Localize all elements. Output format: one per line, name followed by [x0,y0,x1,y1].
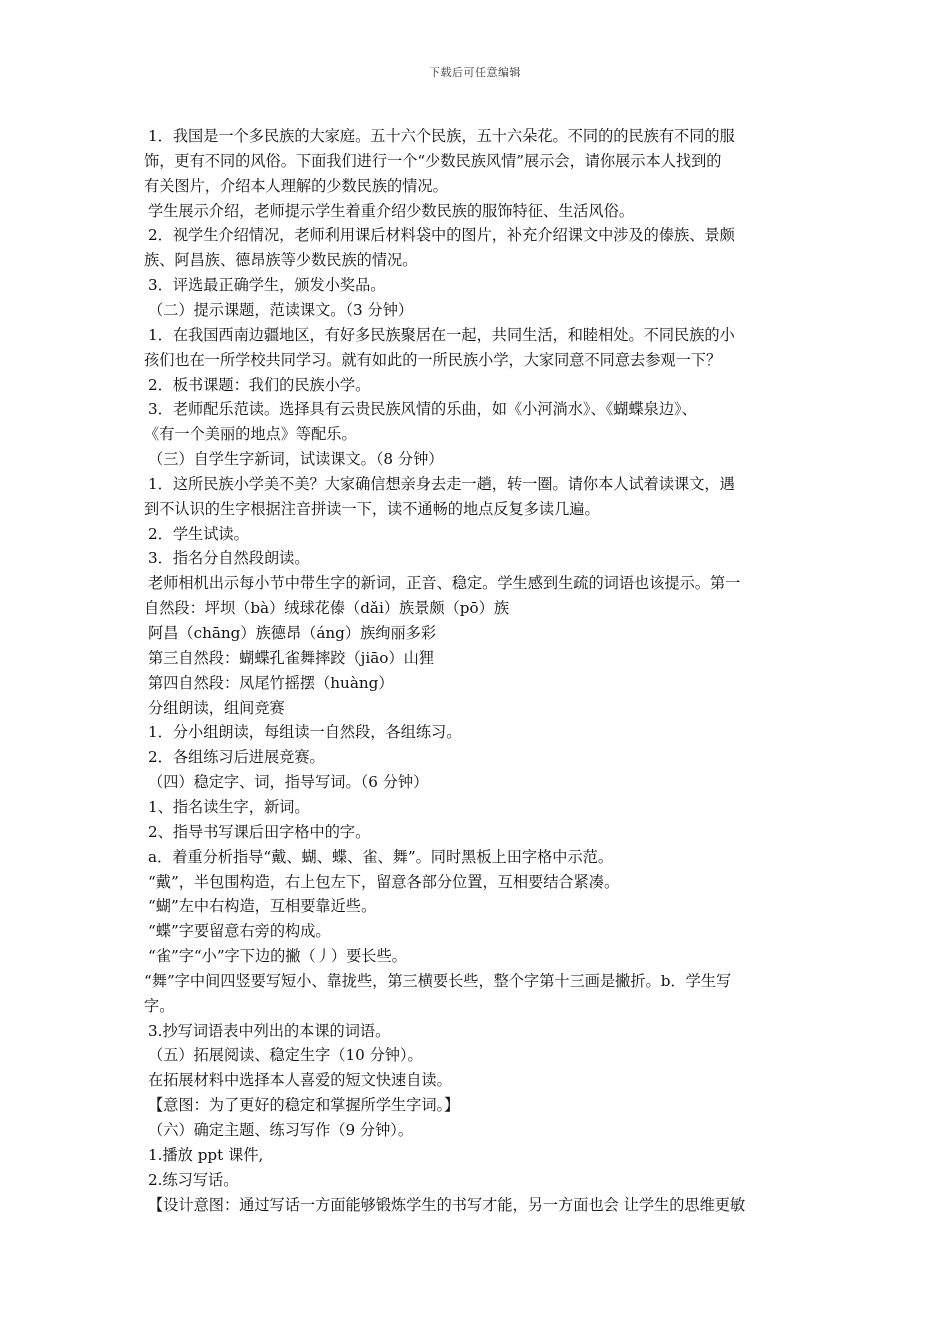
text-line: 1．分小组朗读，每组读一自然段，各组练习。 [148,723,462,742]
text-line: 1．这所民族小学美不美？大家确信想亲身去走一趟，转一圈。请你本人试着读课文，遇 [148,474,735,493]
text-line: “蝴”左中右构造，互相要靠近些。 [148,897,377,916]
text-line: 1、指名读生字，新词。 [148,797,310,816]
text-line: 2．板书课题：我们的民族小学。 [148,375,371,394]
text-line: 【设计意图：通过写话一方面能够锻炼学生的书写才能，另一方面也会 让学生的思维更敏 [148,1195,746,1214]
text-line: 有关图片，介绍本人理解的少数民族的情况。 [144,176,448,195]
page-header: 下载后可任意编辑 [429,66,521,79]
text-line: 2．学生试读。 [148,524,249,543]
text-line: 3．评选最正确学生，颁发小奖品。 [148,276,386,295]
text-line: 第四自然段：凤尾竹摇摆（huàng） [148,673,394,692]
text-line: 饰，更有不同的风俗。下面我们进行一个“少数民族风情”展示会，请你展示本人找到的 [144,151,722,170]
text-line: （三）自学生字新词，试读课文。（8 分钟） [148,450,444,469]
text-line: 2．各组练习后进展竞赛。 [148,748,325,767]
text-line: 2.练习写话。 [148,1170,239,1189]
text-line: 3.抄写词语表中列出的本课的词语。 [148,1021,391,1040]
text-line: “雀”字“小”字下边的撇（丿）要长些。 [148,947,407,966]
text-line: 在拓展材料中选择本人喜爱的短文快速自读。 [148,1071,452,1090]
text-line: （二）提示课题，范读课文。（3 分钟） [148,300,414,319]
text-line: 自然段：坪坝（bà）绒球花傣（dǎi）族景颇（pō）族 [144,599,510,618]
text-line: “戴”，半包围构造，右上包左下，留意各部分位置，互相要结合紧凑。 [148,872,620,891]
text-line: 1．在我国西南边疆地区，有好多民族聚居在一起，共同生活，和睦相处。不同民族的小 [148,325,735,344]
text-line: 到不认识的生字根据注音拼读一下，读不通畅的地点反复多读几遍。 [144,499,600,518]
text-line: 字。 [144,996,175,1015]
text-line: 2．视学生介绍情况，老师利用课后材料袋中的图片，补充介绍课文中涉及的傣族、景颇 [148,226,735,245]
text-line: 老师相机出示每小节中带生字的新词，正音、稳定。学生感到生疏的词语也该提示。第一 [148,574,741,593]
text-line: 2、指导书写课后田字格中的字。 [148,822,371,841]
text-line: 【意图：为了更好的稳定和掌握所学生字词。】 [148,1096,460,1115]
text-line: a．着重分析指导“戴、蝴、蝶、雀、舞”。同时黑板上田字格中示范。 [148,847,614,866]
text-line: 孩们也在一所学校共同学习。就有如此的一所民族小学，大家同意不同意去参观一下？ [144,350,722,369]
text-line: 学生展示介绍，老师提示学生着重介绍少数民族的服饰特征、生活风俗。 [148,201,634,220]
text-line: 分组朗读，组间竞赛 [148,698,285,717]
text-line: 1.播放 ppt 课件, [148,1145,264,1164]
text-line: 3．老师配乐范读。选择具有云贵民族风情的乐曲，如《小河淌水》、《蝴蝶泉边》、 [148,400,697,419]
text-line: 1．我国是一个多民族的大家庭。五十六个民族，五十六朵花。不同的的民族有不同的服 [148,127,735,145]
text-line: （六）确定主题、练习写作（9 分钟）。 [148,1121,414,1139]
text-line: “舞”字中间四竖要写短小、靠拢些，第三横要长些，整个字第十三画是撇折。b．学生写 [144,971,732,990]
text-line: （五）拓展阅读、稳定生字（10 分钟）。 [148,1046,423,1065]
text-line: “蝶”字要留意右旁的构成。 [148,922,331,941]
text-line: 3．指名分自然段朗读。 [148,549,310,568]
text-line: 阿昌（chāng）族德昂（áng）族绚丽多彩 [148,624,437,642]
text-line: 族、阿昌族、德昂族等少数民族的情况。 [144,251,418,270]
text-line: 《有一个美丽的地点》等配乐。 [144,425,357,444]
text-line: （四）稳定字、词，指导写词。（6 分钟） [148,773,429,792]
text-line: 第三自然段：蝴蝶孔雀舞摔跤（jiāo）山狸 [148,648,434,667]
